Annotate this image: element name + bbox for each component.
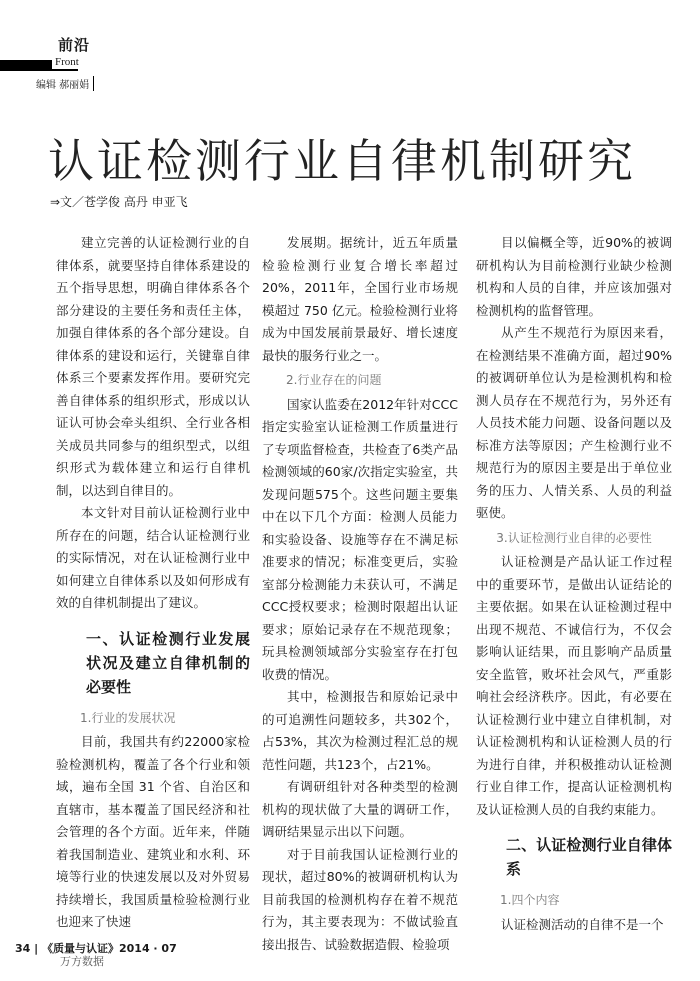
paragraph: 目前，我国共有约22000家检验检测机构，覆盖了各个行业和领域，遍布全国 31 个省、自治区和直辖市，基本覆盖了国民经济和社会管理的各个方面。近年来，伴随着我国制造业、建筑业和水利、环境等行业的快速发展以及对外贸易持续增长，我国质量检验检测行业也迎来了快速 <box>56 734 250 929</box>
section-header <box>0 0 120 100</box>
section-heading: 二、认证检测行业自律体系 <box>506 836 672 878</box>
article-byline: ⇒文／苍学俊 高丹 申亚飞 <box>50 195 188 209</box>
subsection-heading: 3.认证检测行业自律的必要性 <box>496 530 652 545</box>
subsection-heading: 1.四个内容 <box>500 893 560 907</box>
text-column-1 <box>56 232 250 934</box>
section-name-en: Front <box>55 56 79 68</box>
paragraph: 发展期。据统计，近五年质量检验检测行业复合增长率超过 20%，2011年，全国行业市场规模超过 750 亿元。检验检测行业将成为中国发展前景最好、增长速度最快的服务行业之一。 <box>262 235 458 363</box>
text-column-3 <box>476 232 672 936</box>
paragraph: 有调研组针对各种类型的检测机构的现状做了大量的调研工作，调研结果显示出以下问题。 <box>262 779 458 839</box>
paragraph: 从产生不规范行为原因来看，在检测结果不准确方面，超过90%的被调研单位认为是检测机构和检测人员存在不规范行为，另外还有人员技术能力问题、设备问题以及标准方法等原因；产生检测行业不规范行为的原因主要是出于单位业务的压力、人情关系、人员的利益驱使。 <box>476 325 672 520</box>
paragraph: 其中，检测报告和原始记录中的可追溯性问题较多，共302个，占53%，其次为检测过程汇总的规范性问题，共123个，占21%。 <box>262 689 458 772</box>
section-heading: 一、认证检测行业发展状况及建立自律机制的必要性 <box>86 629 250 696</box>
section-underline-decoration <box>0 69 78 71</box>
page-footer: 34 | 《质量与认证》2014 · 07 <box>15 942 177 955</box>
watermark-text: 万方数据 <box>60 955 104 968</box>
paragraph: 国家认监委在2012年针对CCC指定实验室认证检测工作质量进行了专项监督检查，共检查了6类产品检测领域的60家/次指定实验室，共发现问题575个。这些问题主要集中在以下几个方面：检测人员能力和实验设备、设施等存在不满足标准要求的情况；标准变更后，实验室部分检测能力未获认可，不满足CCC授权要求；检测时限超出认证要求；原始记录存在不规范现象；玩具检测领域部分实验室存在打包收费的情况。 <box>262 396 458 682</box>
section-bar-decoration <box>0 60 52 69</box>
subsection-heading: 2.行业存在的问题 <box>286 373 382 387</box>
subsection-heading: 1.行业的发展状况 <box>80 710 176 725</box>
paragraph: 建立完善的认证检测行业的自律体系，就要坚持自律体系建设的五个指导思想，明确自律体系各个部分建设的主要任务和责任主体，加强自律体系的各个部分建设。自律体系的建设和运行，关键靠自律体系三个要素发挥作用。要研究完善自律体系的组织形式，形成以认证认可协会牵头组织、全行业各相关成员共同参与的组织型式，以组织形式为载体建立和运行自律机制，以达到自律目的。 <box>56 235 250 498</box>
paragraph: 本文针对目前认证检测行业中所存在的问题，结合认证检测行业的实际情况，对在认证检测行业中如何建立自律体系以及如何形成有效的自律机制提出了建议。 <box>56 505 250 610</box>
paragraph: 认证检测活动的自律不是一个 <box>501 916 664 932</box>
paragraph: 认证检测是产品认证工作过程中的重要环节，是做出认证结论的主要依据。如果在认证检测过程中出现不规范、不诚信行为，不仅会影响认证结果，而且影响产品质量安全监管，败坏社会风气，严重影响社会经济秩序。因此，有必要在认证检测行业中建立自律机制，对认证检测机构和认证检测人员的行为进行自律，并积极推动认证检测行业自律工作，提高认证检测机构及认证检测人员的自我约束能力。 <box>476 554 672 817</box>
section-name-cn: 前沿 <box>58 36 91 54</box>
paragraph: 对于目前我国认证检测行业的现状，超过80%的被调研机构认为目前我国的检测机构存在着不规范行为，其主要表现为：不做试验直接出报告、试验数据造假、检验项 <box>262 846 458 952</box>
article-title: 认证检测行业自律机制研究 <box>48 134 636 188</box>
editor-credit: 编辑 郝丽娟 <box>36 76 94 91</box>
text-column-2 <box>262 232 458 956</box>
paragraph: 目以偏概全等，近90%的被调研机构认为目前检测行业缺少检测机构和人员的自律，并应该加强对检测机构的监督管理。 <box>476 235 672 318</box>
